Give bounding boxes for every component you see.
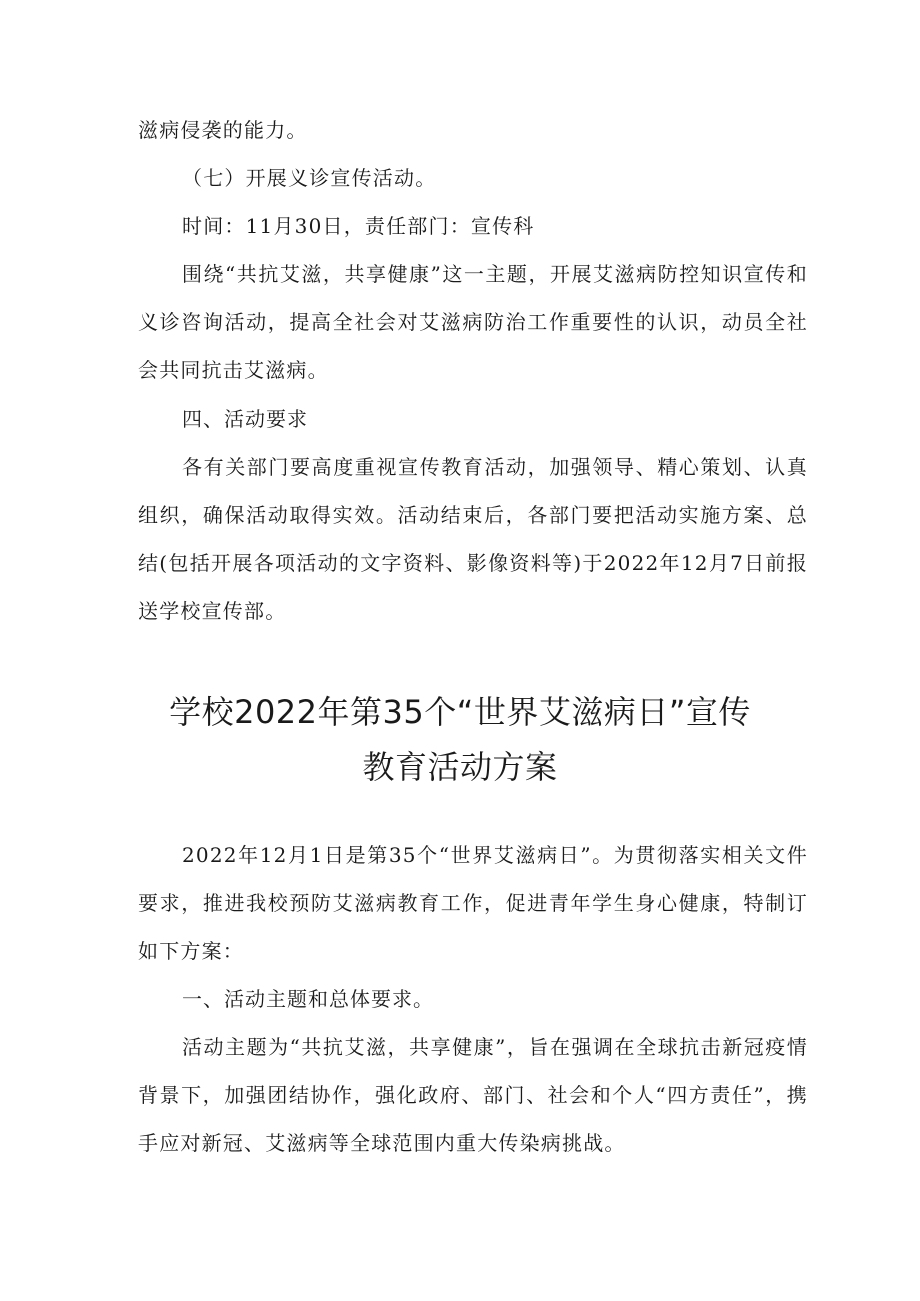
section-heading-4: 四、活动要求 [182, 407, 308, 431]
item-7-body: 围绕“共抗艾滋，共享健康”这一主题，开展艾滋病防控知识宣传和义诊咨询活动，提高全社会对艾滋病防治工作重要性的认识，动员全社会共同抗击艾滋病。 [138, 262, 808, 382]
intro-paragraph: 2022年12月1日是第35个“世界艾滋病日”。为贯彻落实相关文件要求，推进我校预防艾滋病教育工作，促进青年学生身心健康，特制订如下方案： [138, 843, 808, 963]
document-title-line-2: 教育活动方案 [362, 748, 558, 786]
section-heading-1: 一、活动主题和总体要求。 [182, 987, 434, 1011]
paragraph-continuation: 滋病侵袭的能力。 [138, 118, 308, 142]
requirements-body: 各有关部门要高度重视宣传教育活动，加强领导、精心策划、认真组织，确保活动取得实效。活动结束后，各部门要把活动实施方案、总结(包括开展各项活动的文字资料、影像资料等)于2022年12月7日前报送学校宣传部。 [138, 455, 808, 623]
item-7-time: 时间：11月30日，责任部门：宣传科 [182, 214, 535, 238]
document-title-line-1: 学校2022年第35个“世界艾滋病日”宣传 [169, 693, 751, 731]
theme-paragraph: 活动主题为“共抗艾滋，共享健康”，旨在强调在全球抗击新冠疫情背景下，加强团结协作，强化政府、部门、社会和个人“四方责任”，携手应对新冠、艾滋病等全球范围内重大传染病挑战。 [138, 1035, 808, 1155]
item-7-title: （七）开展义诊宣传活动。 [182, 166, 437, 190]
